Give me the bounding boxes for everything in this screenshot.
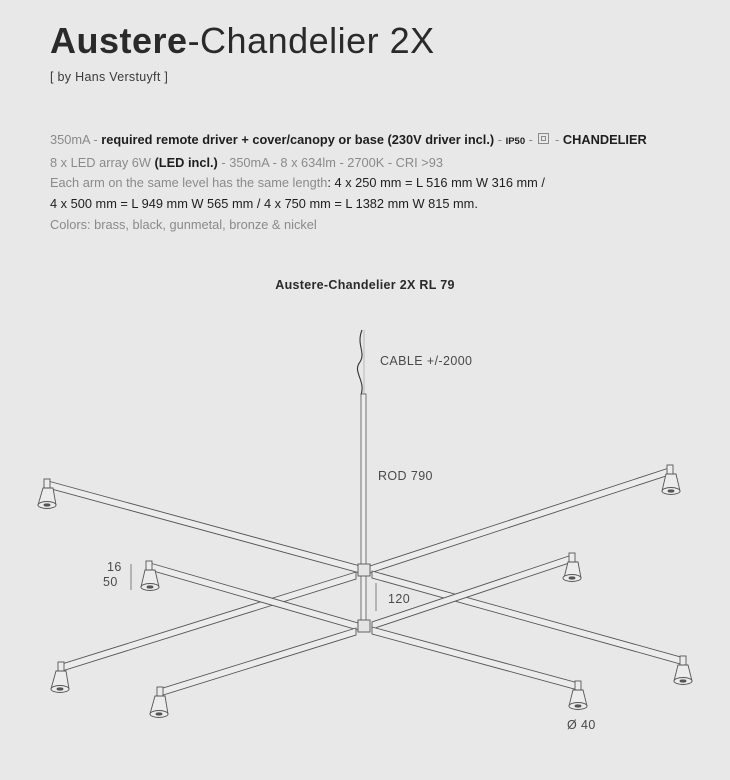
hub-lower bbox=[358, 620, 370, 632]
arm-lower-front-right bbox=[372, 627, 578, 690]
arm-lower-front-left bbox=[160, 628, 356, 696]
spec-current: 350mA - bbox=[50, 132, 102, 147]
spec-arms-intro: Each arm on the same level has the same length bbox=[50, 175, 328, 191]
arm-upper-front-right bbox=[372, 571, 684, 665]
cable-label: CABLE +/-2000 bbox=[380, 354, 473, 368]
cable-line bbox=[357, 330, 362, 395]
diameter-label: Ø 40 bbox=[567, 718, 596, 732]
arm-lower-left bbox=[150, 563, 358, 630]
spec-led-details: - 350mA - 8 x 634lm - 2700K - CRI >93 bbox=[217, 154, 443, 170]
ip-rating: IP50 bbox=[505, 136, 526, 147]
product-title-brand: Austere bbox=[50, 20, 188, 61]
spec-arms-dims: : 4 x 250 mm = L 516 mm W 316 mm / bbox=[327, 175, 545, 191]
product-title-model: -Chandelier 2X bbox=[187, 20, 435, 61]
spacing-label: 120 bbox=[388, 592, 411, 606]
spec-led-included: (LED incl.) bbox=[154, 154, 218, 170]
spec-separator: - bbox=[525, 132, 537, 147]
arm-upper-left bbox=[48, 481, 360, 573]
spec-separator: - bbox=[551, 132, 563, 147]
hub-upper bbox=[358, 564, 370, 576]
spec-type: CHANDELIER bbox=[562, 132, 647, 147]
dim-50-label: 50 bbox=[103, 575, 118, 589]
spec-separator: - bbox=[494, 132, 506, 147]
spec-required-driver: required remote driver + cover/canopy or base (230V driver incl.) bbox=[101, 132, 495, 147]
dim-16-label: 16 bbox=[107, 560, 122, 574]
spec-line-arms-2: 4 x 500 mm = L 949 mm W 565 mm / 4 x 750 mm = L 1382 mm W 815 mm. bbox=[50, 196, 478, 212]
rod-label: ROD 790 bbox=[378, 469, 433, 483]
spec-line-colors: Colors: brass, black, gunmetal, bronze & nickel bbox=[50, 216, 317, 232]
rod bbox=[361, 394, 366, 624]
designer-byline: [ by Hans Verstuyft ] bbox=[50, 70, 169, 84]
spec-led-array: 8 x LED array 6W bbox=[50, 154, 155, 170]
drawing-caption: Austere-Chandelier 2X RL 79 bbox=[275, 278, 455, 292]
